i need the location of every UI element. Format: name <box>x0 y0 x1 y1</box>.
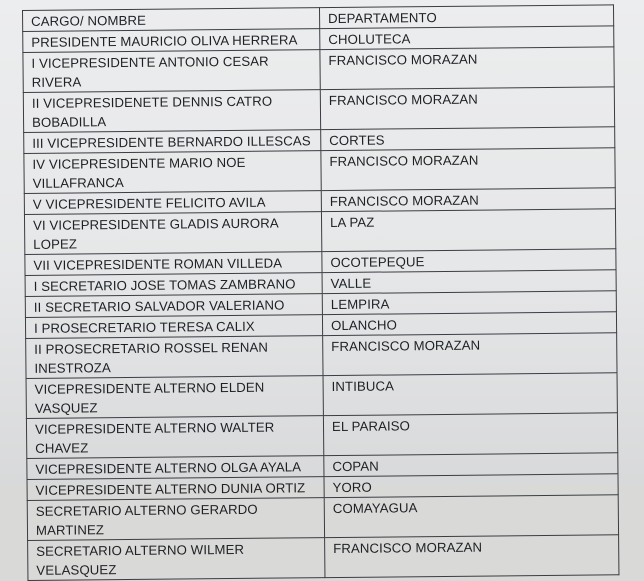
cell-cargo: I SECRETARIO JOSE TOMAS ZAMBRANO <box>25 273 322 297</box>
cell-departamento: EL PARAISO <box>323 413 617 456</box>
cell-cargo: V VICEPRESIDENTE FELICITO AVILA <box>24 191 321 215</box>
table-row <box>26 413 617 459</box>
cell-departamento: LA PAZ <box>321 209 615 252</box>
cell-departamento: COMAYAGUA <box>324 495 618 538</box>
cell-departamento: FRANCISCO MORAZAN <box>320 87 614 130</box>
cell-cargo: PRESIDENTE MAURICIO OLIVA HERRERA <box>23 29 320 53</box>
cell-departamento: OLANCHO <box>322 312 616 336</box>
cell-departamento: CHOLUTECA <box>320 26 614 50</box>
cell-departamento: FRANCISCO MORAZAN <box>321 148 615 191</box>
cell-cargo: SECRETARIO ALTERNO WILMER VELASQUEZ <box>28 538 325 581</box>
cell-departamento: CORTES <box>321 127 615 151</box>
officials-table <box>22 4 619 581</box>
cell-departamento: FRANCISCO MORAZAN <box>323 333 617 376</box>
cell-cargo: I VICEPRESIDENTE ANTONIO CESAR RIVERA <box>23 50 320 93</box>
cell-cargo: VII VICEPRESIDENTE ROMAN VILLEDA <box>25 252 322 276</box>
cell-cargo: I PROSECRETARIO TERESA CALIX <box>25 315 322 339</box>
cell-cargo: VICEPRESIDENTE ALTERNO OLGA AYALA <box>27 456 324 480</box>
cell-departamento: INTIBUCA <box>323 373 617 416</box>
cell-cargo: III VICEPRESIDENTE BERNARDO ILLESCAS <box>24 130 321 154</box>
cell-cargo: VICEPRESIDENTE ALTERNO ELDEN VASQUEZ <box>26 376 323 419</box>
table-row <box>26 373 617 419</box>
cell-cargo: IV VICEPRESIDENTE MARIO NOE VILLAFRANCA <box>24 151 321 194</box>
cell-cargo: VI VICEPRESIDENTE GLADIS AURORA LOPEZ <box>24 212 321 255</box>
table-row <box>27 495 618 541</box>
header-cargo: CARGO/ NOMBRE <box>23 8 320 32</box>
table-row <box>23 87 614 133</box>
cell-departamento: YORO <box>324 474 618 498</box>
header-departamento: DEPARTAMENTO <box>319 5 613 29</box>
table-row <box>23 47 614 93</box>
cell-cargo: II PROSECRETARIO ROSSEL RENAN INESTROZA <box>26 336 323 379</box>
officials-table-container <box>22 4 619 581</box>
cell-cargo: SECRETARIO ALTERNO GERARDO MARTINEZ <box>27 498 324 541</box>
cell-departamento: VALLE <box>322 270 616 294</box>
table-row <box>24 148 615 194</box>
table-row <box>26 333 617 379</box>
cell-cargo: VICEPRESIDENTE ALTERNO WALTER CHAVEZ <box>26 416 323 459</box>
cell-departamento: FRANCISCO MORAZAN <box>320 47 614 90</box>
cell-cargo: VICEPRESIDENTE ALTERNO DUNIA ORTIZ <box>27 477 324 501</box>
cell-cargo: II VICEPRESIDENETE DENNIS CATRO BOBADILLA <box>23 90 320 133</box>
table-row <box>24 209 615 255</box>
table-row <box>28 535 619 581</box>
cell-departamento: COPAN <box>324 453 618 477</box>
cell-departamento: FRANCISCO MORAZAN <box>325 535 619 578</box>
cell-departamento: LEMPIRA <box>322 291 616 315</box>
cell-cargo: II SECRETARIO SALVADOR VALERIANO <box>25 294 322 318</box>
cell-departamento: FRANCISCO MORAZAN <box>321 188 615 212</box>
cell-departamento: OCOTEPEQUE <box>322 249 616 273</box>
